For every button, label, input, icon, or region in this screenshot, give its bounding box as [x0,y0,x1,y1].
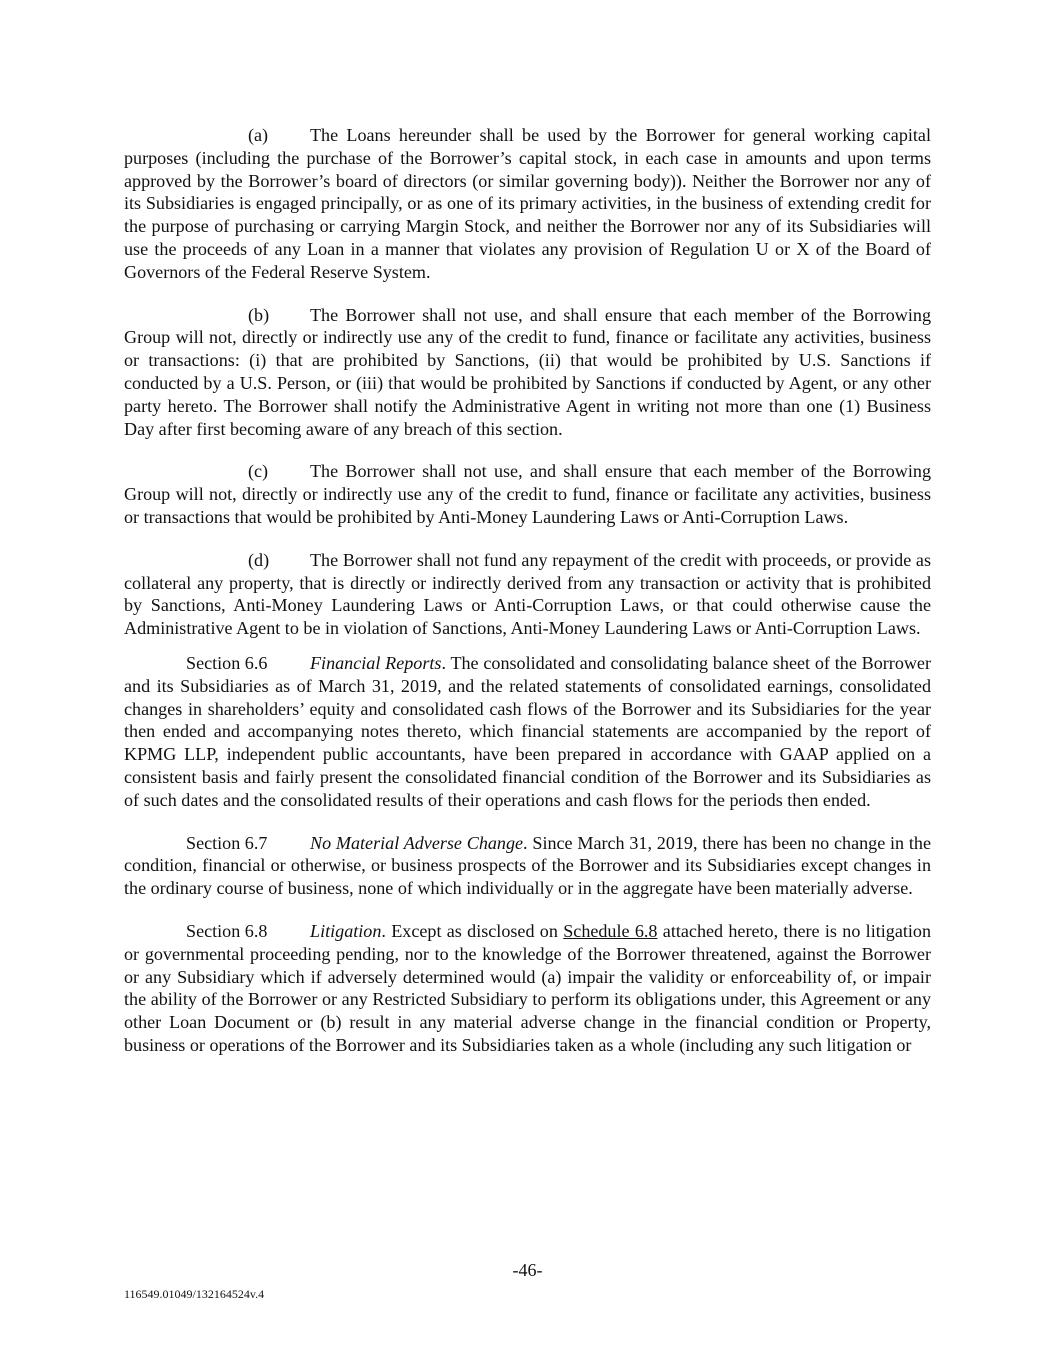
section-6-6-number: Section 6.6 [186,652,268,673]
section-6-8-number: Section 6.8 [186,920,268,941]
paragraph-c [124,460,931,528]
paragraph-d-text: The Borrower shall not fund any repayment of the credit with proceeds, or provide as collateral any property, that is directly or indirectly derived from any transaction or activity that is prohibited by Sanctions, Anti-Money Laundering Laws or Anti-Corruption Laws, or that could otherwise cause the Administrative Agent to be in violation of Sanctions, Anti-Money Laundering Laws or Anti-Corruption Laws. [124,549,931,639]
paragraph-a [124,124,931,284]
paragraph-a-label: (a) [248,125,269,145]
schedule-6-8-reference: Schedule 6.8 [563,920,658,941]
paragraph-a-text: The Loans hereunder shall be used by the Borrower for general working capital purposes (including the purchase of the Borrower’s capital stock, in each case in amounts and upon terms approved by the Borrower’s board of directors (or similar governing body)). Neither the Borrower nor any of its Subsidiaries is engaged principally, or as one of its primary activities, in the business of extending credit for the purpose of purchasing or carrying Margin Stock, and neither the Borrower nor any of its Subsidiaries will use the proceeds of any Loan in a manner that violates any provision of Regulation U or X of the Board of Governors of the Federal Reserve System. [124,125,931,282]
paragraph-d [124,549,931,640]
document-body [124,124,931,1057]
section-6-6: Section 6.6 Financial Reports. The consolidated and consolidating balance sheet of the Borrower and its Subsidiaries as of March 31, 2019, and the related statements of consolidated earnings, consolidated changes in shareholders’ equity and consolidated cash flows of the Borrower and its Subsidiaries for the year then ended and accompanying notes thereto, which financial statements are accompanied by the report of KPMG LLP, independent public accountants, have been prepared in accordance with GAAP applied on a consistent basis and fairly present the consolidated financial condition of the Borrower and its Subsidiaries as of such dates and the consolidated results of their operations and cash flows for the periods then ended. [124,652,931,810]
paragraph-c-label: (c) [248,461,269,482]
section-6-8-text-after: attached hereto, there is no litigation or governmental proceeding pending, nor to the knowledge of the Borrower threatened, against the Borrower or any Subsidiary which if adversely determined would (a) impair the validity or enforceability of, or impair the ability of the Borrower or any Restricted Subsidiary to perform its obligations under, this Agreement or any other Loan Document or (b) result in any material adverse change in the financial condition or Property, business or operations of the Borrower and its Subsidiaries taken as a whole (including any such litigation or [124,920,932,1055]
page-number: -46- [512,1260,543,1280]
paragraph-b-label: (b) [248,304,270,325]
paragraph-d-label: (d) [248,549,270,570]
section-6-6-text: The consolidated and consolidating balance sheet of the Borrower and its Subsidiaries as of March 31, 2019, and the related statements of consolidated earnings, consolidated changes in shareholders’ equity and consolidated cash flows of the Borrower and its Subsidiaries for the year then ended and accompanying notes thereto, which financial statements are accompanied by the report of KPMG LLP, independent public accountants, have been prepared in accordance with GAAP applied on a consistent basis and fairly present the consolidated financial condition of the Borrower and its Subsidiaries as of such dates and the consolidated results of their operations and cash flows for the periods then ended. [124,652,931,810]
section-6-8-text-before: Except as disclosed on [391,920,558,941]
section-6-7-number: Section 6.7 [186,832,268,853]
paragraph-b [124,304,931,441]
section-6-7-title: No Material Adverse Change [310,832,524,853]
paragraph-b-text: The Borrower shall not use, and shall ensure that each member of the Borrowing Group will not, directly or indirectly use any of the credit to fund, finance or facilitate any activities, business or transactions: (i) that are prohibited by Sanctions, (ii) that would be prohibited by U.S. Sanctions if conducted by a U.S. Person, or (iii) that would be prohibited by Sanctions if conducted by Agent, or any other party hereto. The Borrower shall notify the Administrative Agent in writing not more than one (1) Business Day after first becoming aware of any breach of this section. [124,304,931,439]
paragraph-c-text: The Borrower shall not use, and shall ensure that each member of the Borrowing Group will not, directly or indirectly use any of the credit to fund, finance or facilitate any activities, business or transactions that would be prohibited by Anti-Money Laundering Laws or Anti-Corruption Laws. [124,461,931,527]
section-6-8-title: Litigation [310,920,382,941]
section-6-7-text: Since March 31, 2019, there has been no change in the condition, financial or otherwise, or business prospects of the Borrower and its Subsidiaries except changes in the ordinary course of business, none of which individually or in the aggregate have been materially adverse. [124,832,931,899]
section-6-8: Section 6.8 Litigation. Except as disclosed on Schedule 6.8 attached hereto, there is no litigation or governmental proceeding pending, nor to the knowledge of the Borrower threatened, against the Borrower or any Subsidiary which if adversely determined would (a) impair the validity or enforceability of, or impair the ability of the Borrower or any Restricted Subsidiary to perform its obligations under, this Agreement or any other Loan Document or (b) result in any material adverse change in the financial condition or Property, business or operations of the Borrower and its Subsidiaries taken as a whole (including any such litigation or [124,920,932,1055]
section-6-7: Section 6.7 No Material Adverse Change. Since March 31, 2019, there has been no change in the condition, financial or otherwise, or business prospects of the Borrower and its Subsidiaries except changes in the ordinary course of business, none of which individually or in the aggregate have been materially adverse. [124,832,931,899]
section-6-6-title: Financial Reports [310,652,442,673]
document-id: 116549.01049/132164524v.4 [124,1287,265,1301]
